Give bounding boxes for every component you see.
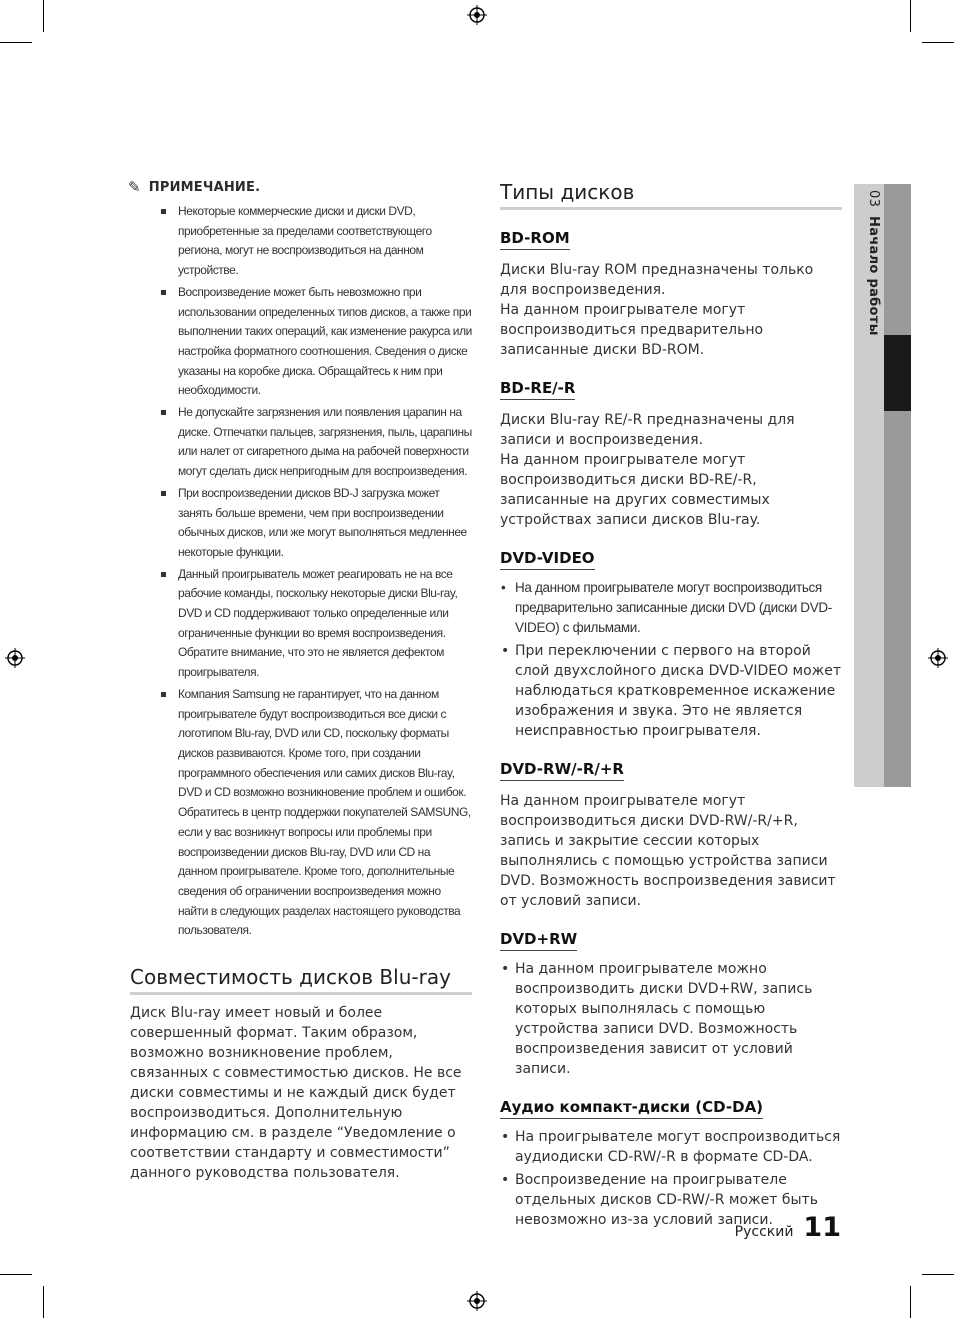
list-item: • На данном проигрывателе могут воспроизводиться предварительно записанные диски DVD (диски DVD-VIDEO) с фильмами. [515, 578, 842, 638]
list-item: • Воспроизведение на проигрывателе отдельных дисков CD-RW/-R может быть невозможно из-за условий записи. [515, 1170, 842, 1230]
bdrom-block [500, 228, 842, 360]
crop-mark [922, 1274, 954, 1275]
dvdrw-text: На данном проигрывателе могут воспроизводиться диски DVD-RW/-R/+R, запись и закрытие сессии которых выполнялись с помощью устройства записи DVD. Возможность воспроизведения зависит от условий записи. [500, 793, 836, 909]
bdre-text-2: На данном проигрывателе могут воспроизводиться диски BD-RE/-R, записанные на других совместимых устройствах записи дисков Blu-ray. [500, 452, 770, 528]
bdre-heading: BD-RE/-R [500, 379, 575, 400]
crop-mark [910, 0, 911, 32]
dvdvideo-list [500, 578, 842, 741]
registration-mark-icon [5, 648, 25, 668]
crop-mark [922, 42, 954, 43]
note-list [130, 202, 472, 941]
dvdvideo-heading: DVD-VIDEO [500, 549, 595, 570]
bdrom-heading: BD-ROM [500, 229, 570, 250]
chapter-number: 03 [866, 190, 881, 208]
dvdrw-block [500, 759, 842, 911]
note-heading [130, 178, 472, 196]
list-item: • На проигрывателе могут воспроизводиться аудиодиски CD-RW/-R в формате CD-DA. [515, 1127, 842, 1167]
crop-mark [910, 1286, 911, 1318]
note-item: Компания Samsung не гарантирует, что на данном проигрывателе будут воспроизводиться все диски с логотипом Blu-ray, DVD или CD, поскольку форматы дисков развиваются. Кроме того, при создании программного обеспечения или самих дисков Blu-ray, DVD и CD возможно возникновение проблем и ошибок. Обратитесь в центр поддержки покупателей SAMSUNG, если у вас возникнут вопросы или проблемы при воспроизведении дисков Blu-ray, DVD или CD на данном проигрывателе. Кроме того, дополнительные сведения об ограничении воспроизведения можно найти в следующих разделах настоящего руководства пользователя. [178, 685, 472, 941]
dvdplusrw-list [500, 959, 842, 1079]
bdre-text-1: Диски Blu-ray RE/-R предназначены для записи и воспроизведения. [500, 412, 795, 448]
compat-section-title: Совместимость дисков Blu-ray [130, 965, 472, 995]
note-item: При воспроизведении дисков BD-J загрузка может занять больше времени, чем при воспроизведении обычных дисков, или же могут выполняться медленнее некоторые функции. [178, 484, 472, 563]
right-column [500, 180, 842, 1233]
registration-mark-icon [928, 648, 948, 668]
registration-mark-icon [467, 1291, 487, 1311]
bdrom-text-2: На данном проигрывателе могут воспроизводиться предварительно записанные диски BD-ROM. [500, 302, 764, 358]
bdre-block [500, 378, 842, 530]
note-title: ПРИМЕЧАНИЕ. [148, 179, 261, 195]
list-item: • На данном проигрывателе можно воспроизводить диски DVD+RW, запись которых выполнялась с помощью устройства записи DVD. Возможность воспроизведения зависит от условий записи. [515, 959, 842, 1079]
chapter-marker [884, 335, 911, 411]
chapter-side-tab-strip [884, 184, 911, 787]
left-column [130, 178, 472, 1183]
dvdplusrw-heading: DVD+RW [500, 930, 577, 951]
note-item: Не допускайте загрязнения или появления царапин на диске. Отпечатки пальцев, загрязнения, пыль, царапины или налет от сигаретного дыма на рабочей поверхности могут сделать диск непригодным для воспроизведения. [178, 403, 472, 482]
note-item: Некоторые коммерческие диски и диски DVD, приобретенные за пределами соответствующего региона, могут не воспроизводиться на данном устройстве. [178, 202, 472, 281]
crop-mark [43, 1286, 44, 1318]
bdrom-text-1: Диски Blu-ray ROM предназначены только для воспроизведения. [500, 262, 814, 298]
crop-mark [43, 0, 44, 32]
cdda-block [500, 1097, 842, 1230]
dvdvideo-block [500, 548, 842, 741]
page-footer [735, 1212, 841, 1243]
dvdrw-heading: DVD-RW/-R/+R [500, 760, 624, 781]
dvdplusrw-block [500, 929, 842, 1079]
chapter-title: Начало работы [866, 216, 881, 336]
crop-mark [0, 1274, 32, 1275]
note-item: Воспроизведение может быть невозможно при использовании определенных типов дисков, а также при выполнении таких операций, как изменение ракурса или настройка форматного соотношения. Сведения о диске указаны на коробке диска. Обращайтесь к ним при необходимости. [178, 283, 472, 401]
list-item: • При переключении с первого на второй слой двухслойного диска DVD-VIDEO может наблюдаться кратковременное искажение изображения и звука. Это не является неисправностью проигрывателя. [515, 641, 842, 741]
registration-mark-icon [467, 5, 487, 25]
chapter-label [857, 190, 881, 336]
note-item: Данный проигрыватель может реагировать не на все рабочие команды, поскольку некоторые диски Blu-ray, DVD и CD поддерживают только определенные или ограниченные функции во время воспроизведения. Обратите внимание, что это не является дефектом проигрывателя. [178, 565, 472, 683]
page-number: 11 [803, 1212, 841, 1243]
footer-language: Русский [734, 1224, 794, 1240]
crop-mark [0, 42, 32, 43]
cdda-heading: Аудио компакт-диски (CD-DA) [500, 1098, 763, 1119]
compat-text: Диск Blu-ray имеет новый и более совершенный формат. Таким образом, возможно возникновение проблем, связанных с совместимостью дисков. Не все диски совместимы и не каждый диск будет воспроизводиться. Дополнительную информацию см. в разделе “Уведомление о соответствии стандарту и совместимости” данного руководства пользователя. [130, 1005, 462, 1182]
disc-types-title: Типы дисков [500, 180, 842, 210]
pencil-icon: ✎ [128, 178, 141, 196]
